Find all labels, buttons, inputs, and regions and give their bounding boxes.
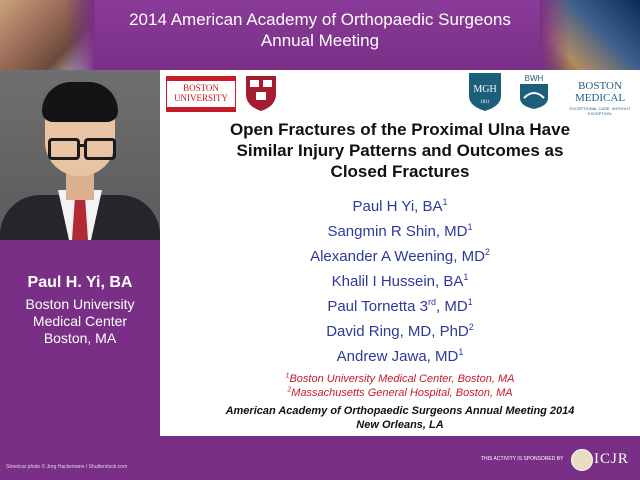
- balcony-photo: [540, 0, 640, 70]
- meeting-title-line-2: Annual Meeting: [260, 31, 380, 50]
- boston-medical-logo-text: BOSTON MEDICAL: [574, 80, 626, 104]
- meeting-title: [95, 9, 545, 51]
- header-banner: [0, 0, 640, 70]
- speaker-affiliation-line-1: Boston University: [25, 296, 135, 312]
- bwh-logo-text: BWH: [524, 74, 544, 83]
- slide-title: [160, 119, 640, 182]
- slide-title-line-2: Similar Injury Patterns and Outcomes as: [236, 141, 564, 160]
- institution-2: $^2$Massachusetts General Hospital, Boston, MA: [287, 386, 513, 399]
- institution-1: $^1$Boston University Medical Center, Boston, MA: [285, 372, 515, 385]
- mgh-logo-year: 1811: [480, 100, 490, 105]
- boston-medical-tagline: EXCEPTIONAL CARE. WITHOUT EXCEPTION.: [569, 106, 631, 116]
- meeting-title-line-1: 2014 American Academy of Orthopaedic Surgeons: [129, 10, 511, 29]
- meeting-line-2: New Orleans, LA: [356, 419, 444, 431]
- harvard-shield-icon: [244, 74, 278, 112]
- streetcar-photo: [0, 0, 95, 70]
- presentation-slide: [160, 70, 640, 436]
- sponsor-name: ICJR: [594, 451, 629, 467]
- slide-title-line-3: Closed Fractures: [330, 162, 470, 181]
- bwh-logo: [516, 72, 552, 110]
- boston-university-logo-text: BOSTON UNIVERSITY: [174, 83, 228, 103]
- speaker-affiliation-line-3: Boston, MA: [43, 330, 117, 346]
- footer-bar: [0, 436, 640, 480]
- author-7: Andrew Jawa, $MD^1$: [336, 347, 464, 365]
- author-4: Khalil I Hussein, $BA^1$: [331, 272, 469, 290]
- author-2: Sangmin R Shin, $MD^1$: [327, 222, 473, 240]
- boston-medical-center-logo: [566, 74, 634, 114]
- speaker-video: [0, 70, 160, 240]
- meeting-line-1: American Academy of Orthopaedic Surgeons Annual Meeting 2014: [225, 405, 575, 417]
- slide-title-line-1: Open Fractures of the Proximal Ulna Have: [229, 120, 571, 139]
- speaker-affiliation-line-2: Medical Center: [32, 313, 128, 329]
- speaker-info-panel: [0, 240, 160, 436]
- author-3: Alexander A Weening, $MD^2$: [310, 247, 490, 265]
- boston-university-logo: [166, 76, 236, 112]
- icjr-seal-icon: [571, 449, 593, 471]
- speaker-name: Paul H. Yi, BA: [27, 274, 133, 291]
- author-6: David Ring, MD, PhD$^2$: [326, 322, 474, 340]
- photo-credit: Streetcar photo © Jorg Hackemann / Shutterstock.com: [6, 464, 128, 470]
- author-5: Paul Tornetta 3rd, $MD^1$: [327, 297, 473, 315]
- author-1: Paul H Yi, $BA^1$: [352, 197, 448, 215]
- mgh-logo: [468, 72, 502, 112]
- mgh-logo-text: MGH: [473, 84, 497, 95]
- sponsor-text: THIS ACTIVITY IS SPONSORED BY: [481, 456, 564, 462]
